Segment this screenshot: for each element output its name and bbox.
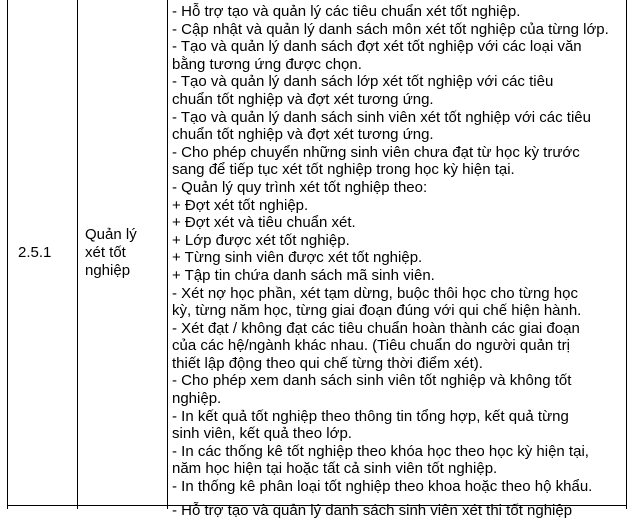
function-description bbox=[172, 3, 624, 496]
description-line: năm học hiện tại hoặc tất cả sinh viên tốt nghiệp. bbox=[172, 460, 498, 478]
description-line: - Cho phép xem danh sách sinh viên tốt nghiệp và không tốt bbox=[172, 372, 572, 390]
description-line: + Tập tin chứa danh sách mã sinh viên. bbox=[172, 266, 435, 284]
description-line: bằng tương ứng được chọn. bbox=[172, 55, 362, 73]
description-line: - Cập nhật và quản lý danh sách môn xét tốt nghiệp của từng lớp. bbox=[172, 20, 609, 38]
function-name-line: xét tốt bbox=[85, 244, 126, 261]
description-line: sinh viên, kết quả theo lớp. bbox=[172, 425, 352, 443]
description-line: chuẩn tốt nghiệp và đợt xét tương ứng. bbox=[172, 126, 434, 144]
description-line: + Đợt xét và tiêu chuẩn xét. bbox=[172, 214, 356, 232]
description-line: chuẩn tốt nghiệp và đợt xét tương ứng. bbox=[172, 90, 434, 108]
col-border-2 bbox=[167, 0, 168, 509]
description-line: - In kết quả tốt nghiệp theo thông tin tổng hợp, kết quả từng bbox=[172, 407, 569, 425]
description-line: - In các thống kê tốt nghiệp theo khóa học theo học kỳ hiện tại, bbox=[172, 442, 589, 460]
row-number: 2.5.1 bbox=[18, 244, 52, 261]
description-line: - Tạo và quản lý danh sách sinh viên xét tốt nghiệp với các tiêu bbox=[172, 108, 591, 126]
description-line: - Cho phép chuyển những sinh viên chưa đạt từ học kỳ trước bbox=[172, 143, 580, 161]
description-line: thiết lập động theo qui chế từng thời điểm xét). bbox=[172, 354, 483, 372]
description-line: - Tạo và quản lý danh sách lớp xét tốt nghiệp với các tiêu bbox=[172, 73, 554, 91]
description-line: - Tạo và quản lý danh sách đợt xét tốt nghiệp với các loại văn bbox=[172, 38, 582, 56]
description-line: - Xét nợ học phần, xét tạm dừng, buộc thôi học cho từng học bbox=[172, 284, 578, 302]
description-line: - Hỗ trợ tạo và quản lý các tiêu chuẩn xét tốt nghiệp. bbox=[172, 3, 521, 20]
col-border-right bbox=[626, 0, 627, 509]
description-line: - In thống kê phân loại tốt nghiệp theo khoa hoặc theo hộ khẩu. bbox=[172, 478, 593, 496]
description-line: - Quản lý quy trình xét tốt nghiệp theo: bbox=[172, 178, 428, 196]
description-line: của các hệ/ngành khác nhau. (Tiêu chuẩn do người quản trị bbox=[172, 337, 570, 355]
description-line: + Đợt xét tốt nghiệp. bbox=[172, 196, 309, 214]
description-line: sang để tiếp tục xét tốt nghiệp trong học kỳ hiện tại. bbox=[172, 161, 515, 179]
description-line: + Lớp được xét tốt nghiệp. bbox=[172, 231, 350, 249]
description-line: nghiệp. bbox=[172, 390, 222, 408]
description-line: + Từng sinh viên được xét tốt nghiệp. bbox=[172, 249, 423, 267]
description-line: kỳ, từng năm học, từng giai đoạn đúng với qui chế hiện hành. bbox=[172, 302, 582, 320]
next-row-partial-text: - Hỗ trợ tạo và quản lý danh sách sinh viên xét thi tốt nghiệp bbox=[172, 502, 573, 519]
col-border-left bbox=[7, 0, 8, 509]
function-name bbox=[85, 226, 167, 280]
description-line: - Xét đạt / không đạt các tiêu chuẩn hoàn thành các giai đoạn bbox=[172, 319, 580, 337]
function-name-line: nghiệp bbox=[85, 262, 131, 279]
function-name-line: Quản lý bbox=[85, 226, 137, 243]
col-border-1 bbox=[77, 0, 78, 509]
